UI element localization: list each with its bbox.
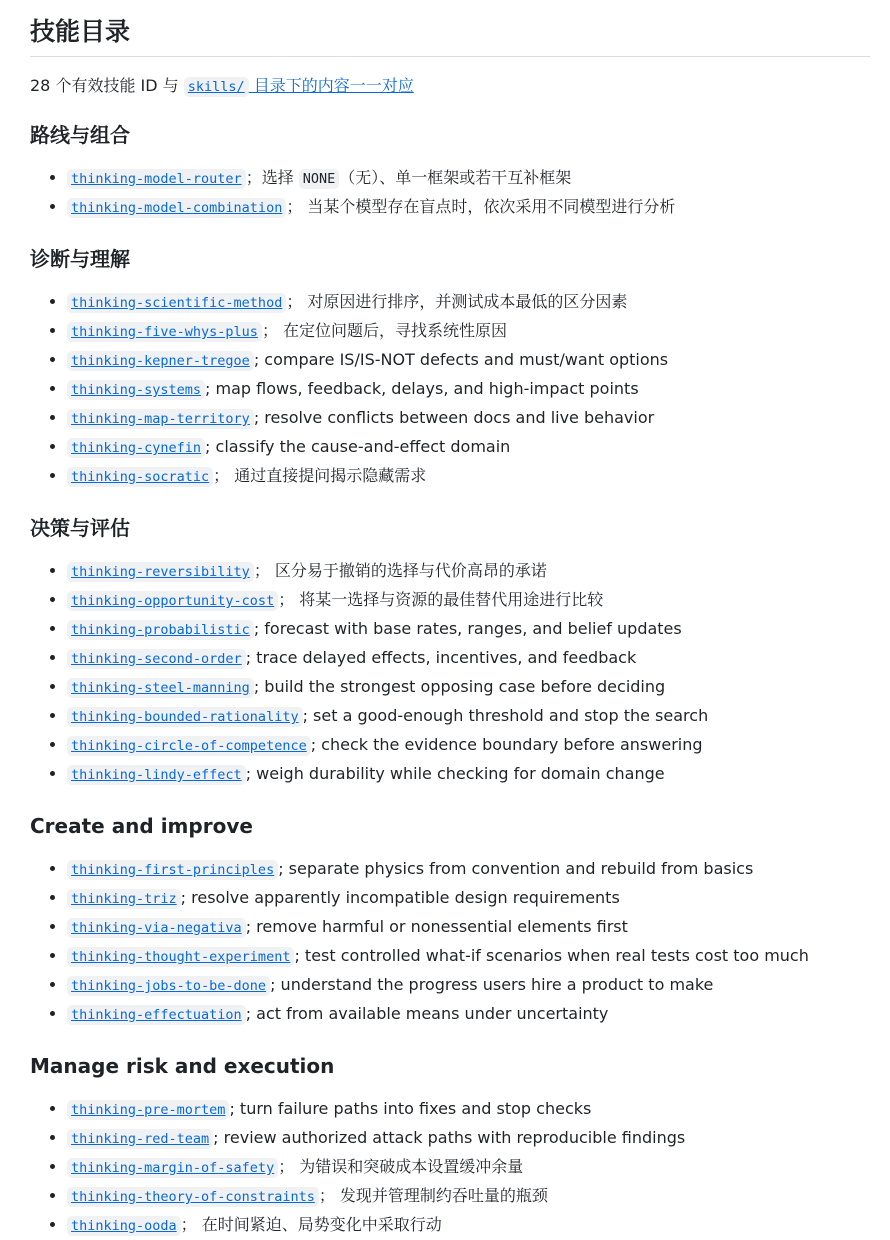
skill-section [30, 515, 870, 789]
skill-id-code: thinking-first-principles [67, 860, 278, 880]
skill-list-item [67, 1211, 870, 1240]
skill-link[interactable] [67, 561, 254, 580]
skill-link[interactable] [67, 437, 205, 456]
skill-description: ; act from available means under uncertainty [245, 1004, 609, 1023]
skill-link[interactable] [67, 1004, 246, 1023]
skill-description: ； 对原因进行排序，并测试成本最低的区分因素 [286, 292, 628, 311]
skill-list-item [67, 288, 870, 317]
skill-description: ； 在定位问题后，寻找系统性原因 [261, 321, 508, 340]
skill-link[interactable] [67, 321, 262, 340]
skill-list-item [67, 375, 870, 404]
skill-description: ; build the strongest opposing case before deciding [253, 677, 666, 696]
skill-list-item [67, 1182, 870, 1211]
skill-description: ； 当某个模型存在盲点时，依次采用不同模型进行分析 [286, 197, 676, 216]
skill-id-code: thinking-model-combination [67, 198, 286, 218]
skill-id-code: thinking-socratic [67, 467, 213, 487]
skill-id-code: thinking-triz [67, 889, 181, 909]
skill-list-item [67, 586, 870, 615]
skill-description: ; set a good-enough threshold and stop the search [302, 706, 709, 725]
intro-paragraph [30, 75, 870, 98]
skills-directory-link[interactable] [184, 76, 414, 95]
inline-code: NONE [299, 169, 340, 189]
skill-list-item [67, 462, 870, 491]
skill-id-code: thinking-model-router [67, 169, 246, 189]
skill-list-item [67, 673, 870, 702]
skill-link[interactable] [67, 917, 246, 936]
skill-link[interactable] [67, 946, 294, 965]
skill-description: ； 在时间紧迫、局势变化中采取行动 [180, 1215, 442, 1234]
skill-description: ； 区分易于撤销的选择与代价高昂的承诺 [253, 561, 547, 580]
skill-id-code: thinking-lindy-effect [67, 765, 246, 785]
skill-description: ; classify the cause-and-effect domain [205, 437, 511, 456]
skill-id-code: thinking-thought-experiment [67, 947, 294, 967]
skill-link[interactable] [67, 1186, 319, 1205]
skill-list-item [67, 164, 870, 193]
skill-list-item [67, 884, 870, 913]
skill-id-code: thinking-scientific-method [67, 293, 286, 313]
skill-id-code: thinking-second-order [67, 649, 246, 669]
skill-id-code: thinking-circle-of-competence [67, 736, 311, 756]
skill-link[interactable] [67, 168, 246, 187]
skill-list-item [67, 1153, 870, 1182]
skill-list-item [67, 913, 870, 942]
skill-link[interactable] [67, 1099, 229, 1118]
skill-link[interactable] [67, 1128, 213, 1147]
skill-description: ; forecast with base rates, ranges, and belief updates [253, 619, 682, 638]
skill-id-code: thinking-effectuation [67, 1005, 246, 1025]
skill-list-item [67, 615, 870, 644]
skill-list-item [67, 702, 870, 731]
skill-section [30, 246, 870, 491]
skill-list-item [67, 193, 870, 222]
skill-list-item [67, 942, 870, 971]
section-heading: Manage risk and execution [30, 1054, 335, 1078]
skill-id-code: thinking-five-whys-plus [67, 322, 262, 342]
skill-link[interactable] [67, 648, 246, 667]
skill-id-code: thinking-probabilistic [67, 620, 254, 640]
skill-description: ；选择 [245, 168, 299, 187]
skill-id-code: thinking-opportunity-cost [67, 591, 278, 611]
section-heading: Create and improve [30, 814, 253, 838]
intro-text: 28 个有效技能 ID 与 [30, 76, 184, 95]
skill-description: ; resolve apparently incompatible design requirements [180, 888, 620, 907]
skill-description: （无）、单一框架或若干互补框架 [339, 168, 572, 187]
skill-description: ; resolve conflicts between docs and live behavior [253, 408, 655, 427]
skill-description: ; weigh durability while checking for domain change [245, 764, 665, 783]
skill-description: ; test controlled what-if scenarios when real tests cost too much [294, 946, 809, 965]
section-heading: 诊断与理解 [30, 247, 130, 271]
skill-list-item [67, 971, 870, 1000]
skill-link[interactable] [67, 764, 246, 783]
skill-link[interactable] [67, 379, 205, 398]
skill-link[interactable] [67, 1215, 181, 1234]
skill-description: ; review authorized attack paths with reproducible findings [213, 1128, 686, 1147]
skill-link[interactable] [67, 706, 303, 725]
skill-id-code: thinking-red-team [67, 1129, 213, 1149]
skill-section [30, 122, 870, 222]
skill-link[interactable] [67, 197, 286, 216]
skill-link[interactable] [67, 677, 254, 696]
skill-list [30, 288, 870, 491]
skill-link[interactable] [67, 888, 181, 907]
skill-id-code: thinking-jobs-to-be-done [67, 976, 270, 996]
skill-list-item [67, 1000, 870, 1029]
skill-link[interactable] [67, 735, 311, 754]
skill-list-item [67, 644, 870, 673]
skill-id-code: thinking-kepner-tregoe [67, 351, 254, 371]
skill-list-item [67, 855, 870, 884]
skill-list-item [67, 433, 870, 462]
skill-link[interactable] [67, 466, 213, 485]
skill-description: ; trace delayed effects, incentives, and feedback [245, 648, 637, 667]
skill-list-item [67, 404, 870, 433]
skill-list-item [67, 760, 870, 789]
skills-directory-code: skills/ [184, 77, 249, 97]
skill-link[interactable] [67, 859, 278, 878]
skill-sections [30, 122, 870, 1240]
skill-section [30, 813, 870, 1029]
skill-description: ； 将某一选择与资源的最佳替代用途进行比较 [278, 590, 604, 609]
skill-list [30, 557, 870, 789]
skill-id-code: thinking-map-territory [67, 409, 254, 429]
skill-id-code: thinking-pre-mortem [67, 1100, 229, 1120]
skill-section [30, 1053, 870, 1240]
skill-id-code: thinking-reversibility [67, 562, 254, 582]
page-title: 技能目录 [30, 18, 870, 57]
skill-link[interactable] [67, 350, 254, 369]
skill-description: ; turn failure paths into fixes and stop checks [229, 1099, 592, 1118]
skill-id-code: thinking-via-negativa [67, 918, 246, 938]
skill-link[interactable] [67, 1157, 278, 1176]
section-heading: 决策与评估 [30, 516, 130, 540]
skill-link[interactable] [67, 975, 270, 994]
skill-id-code: thinking-systems [67, 380, 205, 400]
skill-description: ; understand the progress users hire a product to make [270, 975, 714, 994]
skill-description: ; remove harmful or nonessential elements first [245, 917, 628, 936]
skill-list [30, 855, 870, 1029]
skill-list-item [67, 731, 870, 760]
skill-description: ； 通过直接提问揭示隐藏需求 [213, 466, 427, 485]
skill-link[interactable] [67, 408, 254, 427]
skill-description: ; compare IS/IS-NOT defects and must/want options [253, 350, 669, 369]
skill-link[interactable] [67, 292, 286, 311]
skill-description: ； 发现并管理制约吞吐量的瓶颈 [318, 1186, 548, 1205]
skill-list [30, 1095, 870, 1240]
skill-link[interactable] [67, 590, 278, 609]
skill-id-code: thinking-steel-manning [67, 678, 254, 698]
skill-list-item [67, 557, 870, 586]
skill-description: ; separate physics from convention and rebuild from basics [278, 859, 754, 878]
section-heading: 路线与组合 [30, 123, 130, 147]
skill-id-code: thinking-ooda [67, 1216, 181, 1236]
skill-list-item [67, 1095, 870, 1124]
skill-description: ； 为错误和突破成本设置缓冲余量 [278, 1157, 524, 1176]
skill-id-code: thinking-bounded-rationality [67, 707, 303, 727]
skill-list-item [67, 317, 870, 346]
skill-link[interactable] [67, 619, 254, 638]
skill-id-code: thinking-theory-of-constraints [67, 1187, 319, 1207]
skill-id-code: thinking-cynefin [67, 438, 205, 458]
skills-directory-link-text: 目录下的内容一一对应 [248, 76, 414, 95]
skill-description: ; map flows, feedback, delays, and high-impact points [205, 379, 639, 398]
skill-list-item [67, 346, 870, 375]
skill-description: ; check the evidence boundary before answering [310, 735, 703, 754]
skill-list-item [67, 1124, 870, 1153]
skill-list [30, 164, 870, 222]
skill-id-code: thinking-margin-of-safety [67, 1158, 278, 1178]
